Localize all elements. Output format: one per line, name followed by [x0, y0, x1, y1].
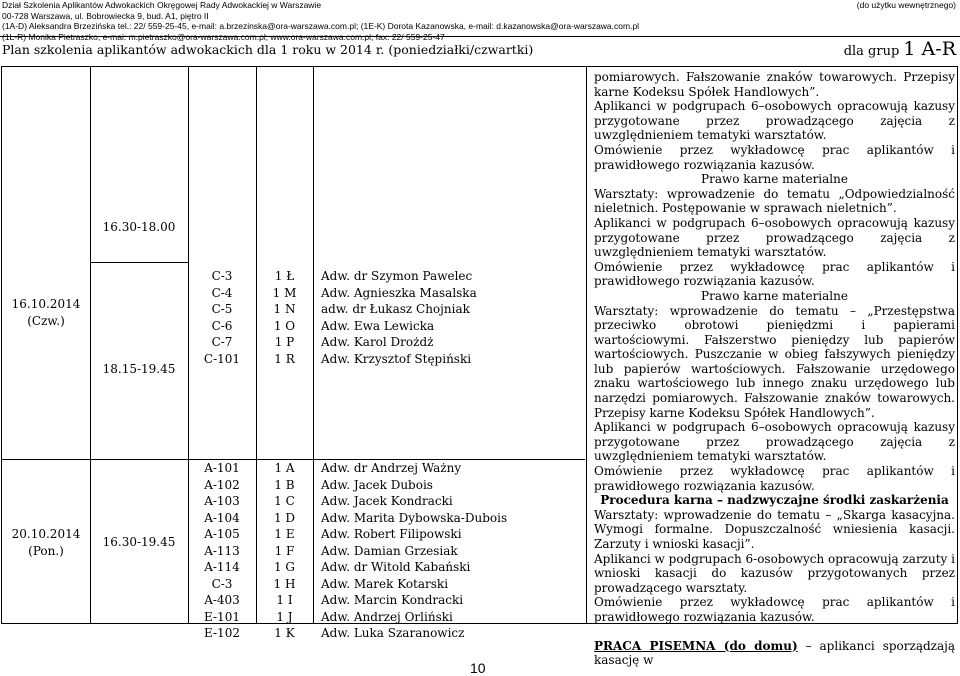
room: E-101: [204, 609, 240, 624]
lecturer: Adw. Andrzej Orliński: [321, 609, 453, 624]
lecturer: Adw. Robert Filipowski: [321, 527, 462, 541]
topic-paragraph: Aplikanci w podgrupach 6-osobowych opracowują zarzuty i wnioski kasacji do kazusów przygotowanych przez prowadzącego warsztaty.: [594, 551, 955, 595]
date-cell: [2, 526, 90, 559]
homework-label: PRACA PISEMNA (do domu): [594, 638, 798, 653]
group-code: 1 E: [274, 527, 295, 541]
lecturer: Adw. Luka Szaranowicz: [321, 626, 465, 640]
room: E-102: [204, 626, 240, 640]
homework-paragraph: [594, 639, 955, 668]
column-divider: [586, 67, 587, 623]
room: C-101: [203, 351, 241, 366]
topic-heading: Prawo karne materialne: [701, 288, 848, 303]
topic-paragraph: Omówienie przez wykładowcę prac aplikantów i prawidłowego rozwiązania kazusów.: [594, 142, 955, 172]
group-code: 1 Ł: [274, 269, 295, 283]
group-code: 1 I: [276, 593, 293, 607]
lecturer: Adw. Ewa Lewicka: [321, 318, 435, 333]
lecturer: Adw. Marek Kotarski: [321, 576, 449, 591]
topic-paragraph: Aplikanci w podgrupach 6–osobowych opracowują kazusy przygotowane przez prowadzącego zajęcia z uwzględnieniem tematyki warsztatów.: [594, 420, 955, 464]
time-slot: 18.15-19.45: [102, 362, 176, 376]
group-code: 1 J: [276, 609, 293, 624]
room: C-4: [211, 285, 233, 300]
header-line: (1A-D) Aleksandra Brzezińska tel.: 22/ 559-25-45, e-mail: a.brzezinska@ora-warszawa.com.pl; (1E-K) Dorota Kazanowska, e-mail: d.kazanowska@ora-warszawa.com.pl: [2, 21, 640, 31]
group-code: 1 O: [273, 318, 296, 333]
room: C-3: [211, 269, 233, 283]
group-code: 1 R: [274, 351, 295, 366]
topic-heading: Prawo karne materialne: [701, 172, 848, 187]
room: A-101: [204, 461, 240, 475]
room-list: [188, 460, 256, 642]
internal-use-note: (do użytku wewnętrznego): [856, 0, 956, 10]
group-code: 1 M: [272, 285, 297, 300]
lecturer: Adw. dr Szymon Pawelec: [321, 269, 473, 283]
room: A-103: [204, 494, 240, 508]
column-divider: [313, 67, 314, 623]
lecturer: Adw. Karol Drożdż: [321, 335, 434, 349]
header-line: Dział Szkolenia Aplikantów Adwokackich Okręgowej Rady Adwokackiej w Warszawie: [2, 0, 322, 10]
group-code: 1 F: [274, 543, 295, 558]
room: C-7: [211, 335, 233, 349]
weekday: (Czw.): [27, 313, 65, 328]
lecturer: adw. dr Łukasz Chojniak: [321, 302, 470, 316]
lecturer: Adw. Damian Grzesiak: [321, 543, 458, 558]
group-code: 1 G: [273, 560, 296, 574]
topic-paragraph: Omówienie przez wykładowcę prac aplikantów i prawidłowego rozwiązania kazusów.: [594, 595, 955, 624]
topic-paragraph: pomiarowych. Fałszowanie znaków towarowych. Przepisy karne Kodeksu Spółek Handlowych”.: [594, 70, 955, 99]
group-code: 1 B: [274, 477, 295, 492]
room: A-114: [204, 560, 240, 574]
lecturer: Adw. Agnieszka Masalska: [321, 285, 477, 300]
date: 20.10.2014: [11, 527, 81, 541]
homework-text: – aplikanci sporządzają kasację w: [594, 638, 956, 668]
topic-paragraph: Warsztaty: wprowadzenie do tematu – „Skarga kasacyjna. Wymogi formalne. Dopuszczalność wniesienia kasacji. Zarzuty i wnioski kasacji”.: [594, 507, 955, 551]
group-code: 1 P: [274, 335, 295, 349]
group-name: 1 A-R: [903, 38, 956, 60]
date-cell: [2, 296, 90, 329]
group-code: 1 C: [274, 494, 295, 508]
time-slot: 16.30-19.45: [102, 535, 176, 549]
header-line: (1L-R) Monika Pietraszko, e-mai: m.pietraszko@ora-warszawa.com.pl; www.ora-warszawa.com.pl; fax: 22/ 559-25-47: [2, 31, 445, 42]
lecturer: Adw. Jacek Kondracki: [321, 494, 453, 508]
lecturer-list: [321, 268, 581, 367]
group-prefix: dla grup: [843, 44, 900, 59]
room: A-102: [204, 477, 240, 492]
topic-paragraph: Aplikanci w podgrupach 6–osobowych opracowują kazusy przygotowane przez prowadzącego zajęcia z uwzględnieniem tematyki warsztatów.: [594, 215, 955, 260]
header-divider: [0, 36, 960, 37]
topic-paragraph: Warsztaty: wprowadzenie do tematu – „Przestępstwa przeciwko obrotowi pieniędzmi i papierami wartościowymi. Fałszerstwo pieniędzy lub papierów wartościowych. Puszczanie w obieg fałszywych pieniędzy lub papierów wartościowych. Fałszowanie urzędowego znaku wartościowego lub innego znaku urzędowego lub narzędzi pomiarowych. Fałszowanie znaków towarowych. Przepisy karne Kodeksu Spółek Handlowych”.: [594, 303, 955, 420]
group-list: [256, 268, 313, 367]
lecturer: Adw. dr Andrzej Ważny: [321, 461, 462, 475]
room: C-3: [211, 576, 233, 591]
group-code: 1 A: [274, 461, 295, 475]
room: C-6: [211, 318, 233, 333]
topic-paragraph: Warsztaty: wprowadzenie do tematu „Odpowiedzialność nieletnich. Postępowanie w sprawach nieletnich”.: [594, 186, 955, 216]
topic-paragraph: Omówienie przez wykładowcę prac aplikantów i prawidłowego rozwiązania kazusów.: [594, 259, 955, 289]
lecturer: Adw. Marcin Kondracki: [321, 593, 464, 607]
group-code: 1 K: [274, 626, 295, 640]
time-slot: 16.30-18.00: [102, 220, 176, 234]
group-label: [844, 38, 956, 60]
topic-paragraph: Aplikanci w podgrupach 6–osobowych opracowują kazusy przygotowane przez prowadzącego zajęcia z uwzględnieniem tematyki warsztatów.: [594, 99, 955, 143]
room: A-403: [204, 593, 240, 607]
lecturer-list: [321, 460, 581, 642]
lecturer: Adw. Jacek Dubois: [321, 477, 433, 492]
header-line: 00-728 Warszawa, ul. Bobrowiecka 9, bud. A1, piętro II: [2, 10, 209, 21]
lecturer: Adw. Marita Dybowska-Dubois: [321, 510, 508, 525]
lecturer: Adw. Krzysztof Stępiński: [321, 351, 472, 366]
room: A-105: [204, 527, 240, 541]
lecturer: Adw. dr Witold Kabański: [321, 560, 471, 574]
date: 16.10.2014: [11, 297, 81, 311]
plan-title: Plan szkolenia aplikantów adwokackich dla 1 roku w 2014 r. (poniedziałki/czwartki): [2, 42, 534, 57]
group-list: [256, 460, 313, 642]
group-code: 1 N: [273, 302, 296, 316]
weekday: (Pon.): [28, 543, 64, 558]
room: C-5: [211, 302, 233, 316]
topic-paragraph: Omówienie przez wykładowcę prac aplikantów i prawidłowego rozwiązania kazusów.: [594, 464, 955, 493]
topic-heading: Procedura karna – nadzwyczajne środki zaskarżenia: [600, 493, 949, 508]
topic-column: [594, 70, 955, 668]
group-code: 1 H: [273, 576, 296, 591]
time-divider: [90, 262, 188, 263]
page-number: 10: [470, 660, 486, 676]
room-list: [188, 268, 256, 367]
room: A-104: [204, 510, 240, 525]
group-code: 1 D: [273, 510, 296, 525]
room: A-113: [204, 543, 240, 558]
